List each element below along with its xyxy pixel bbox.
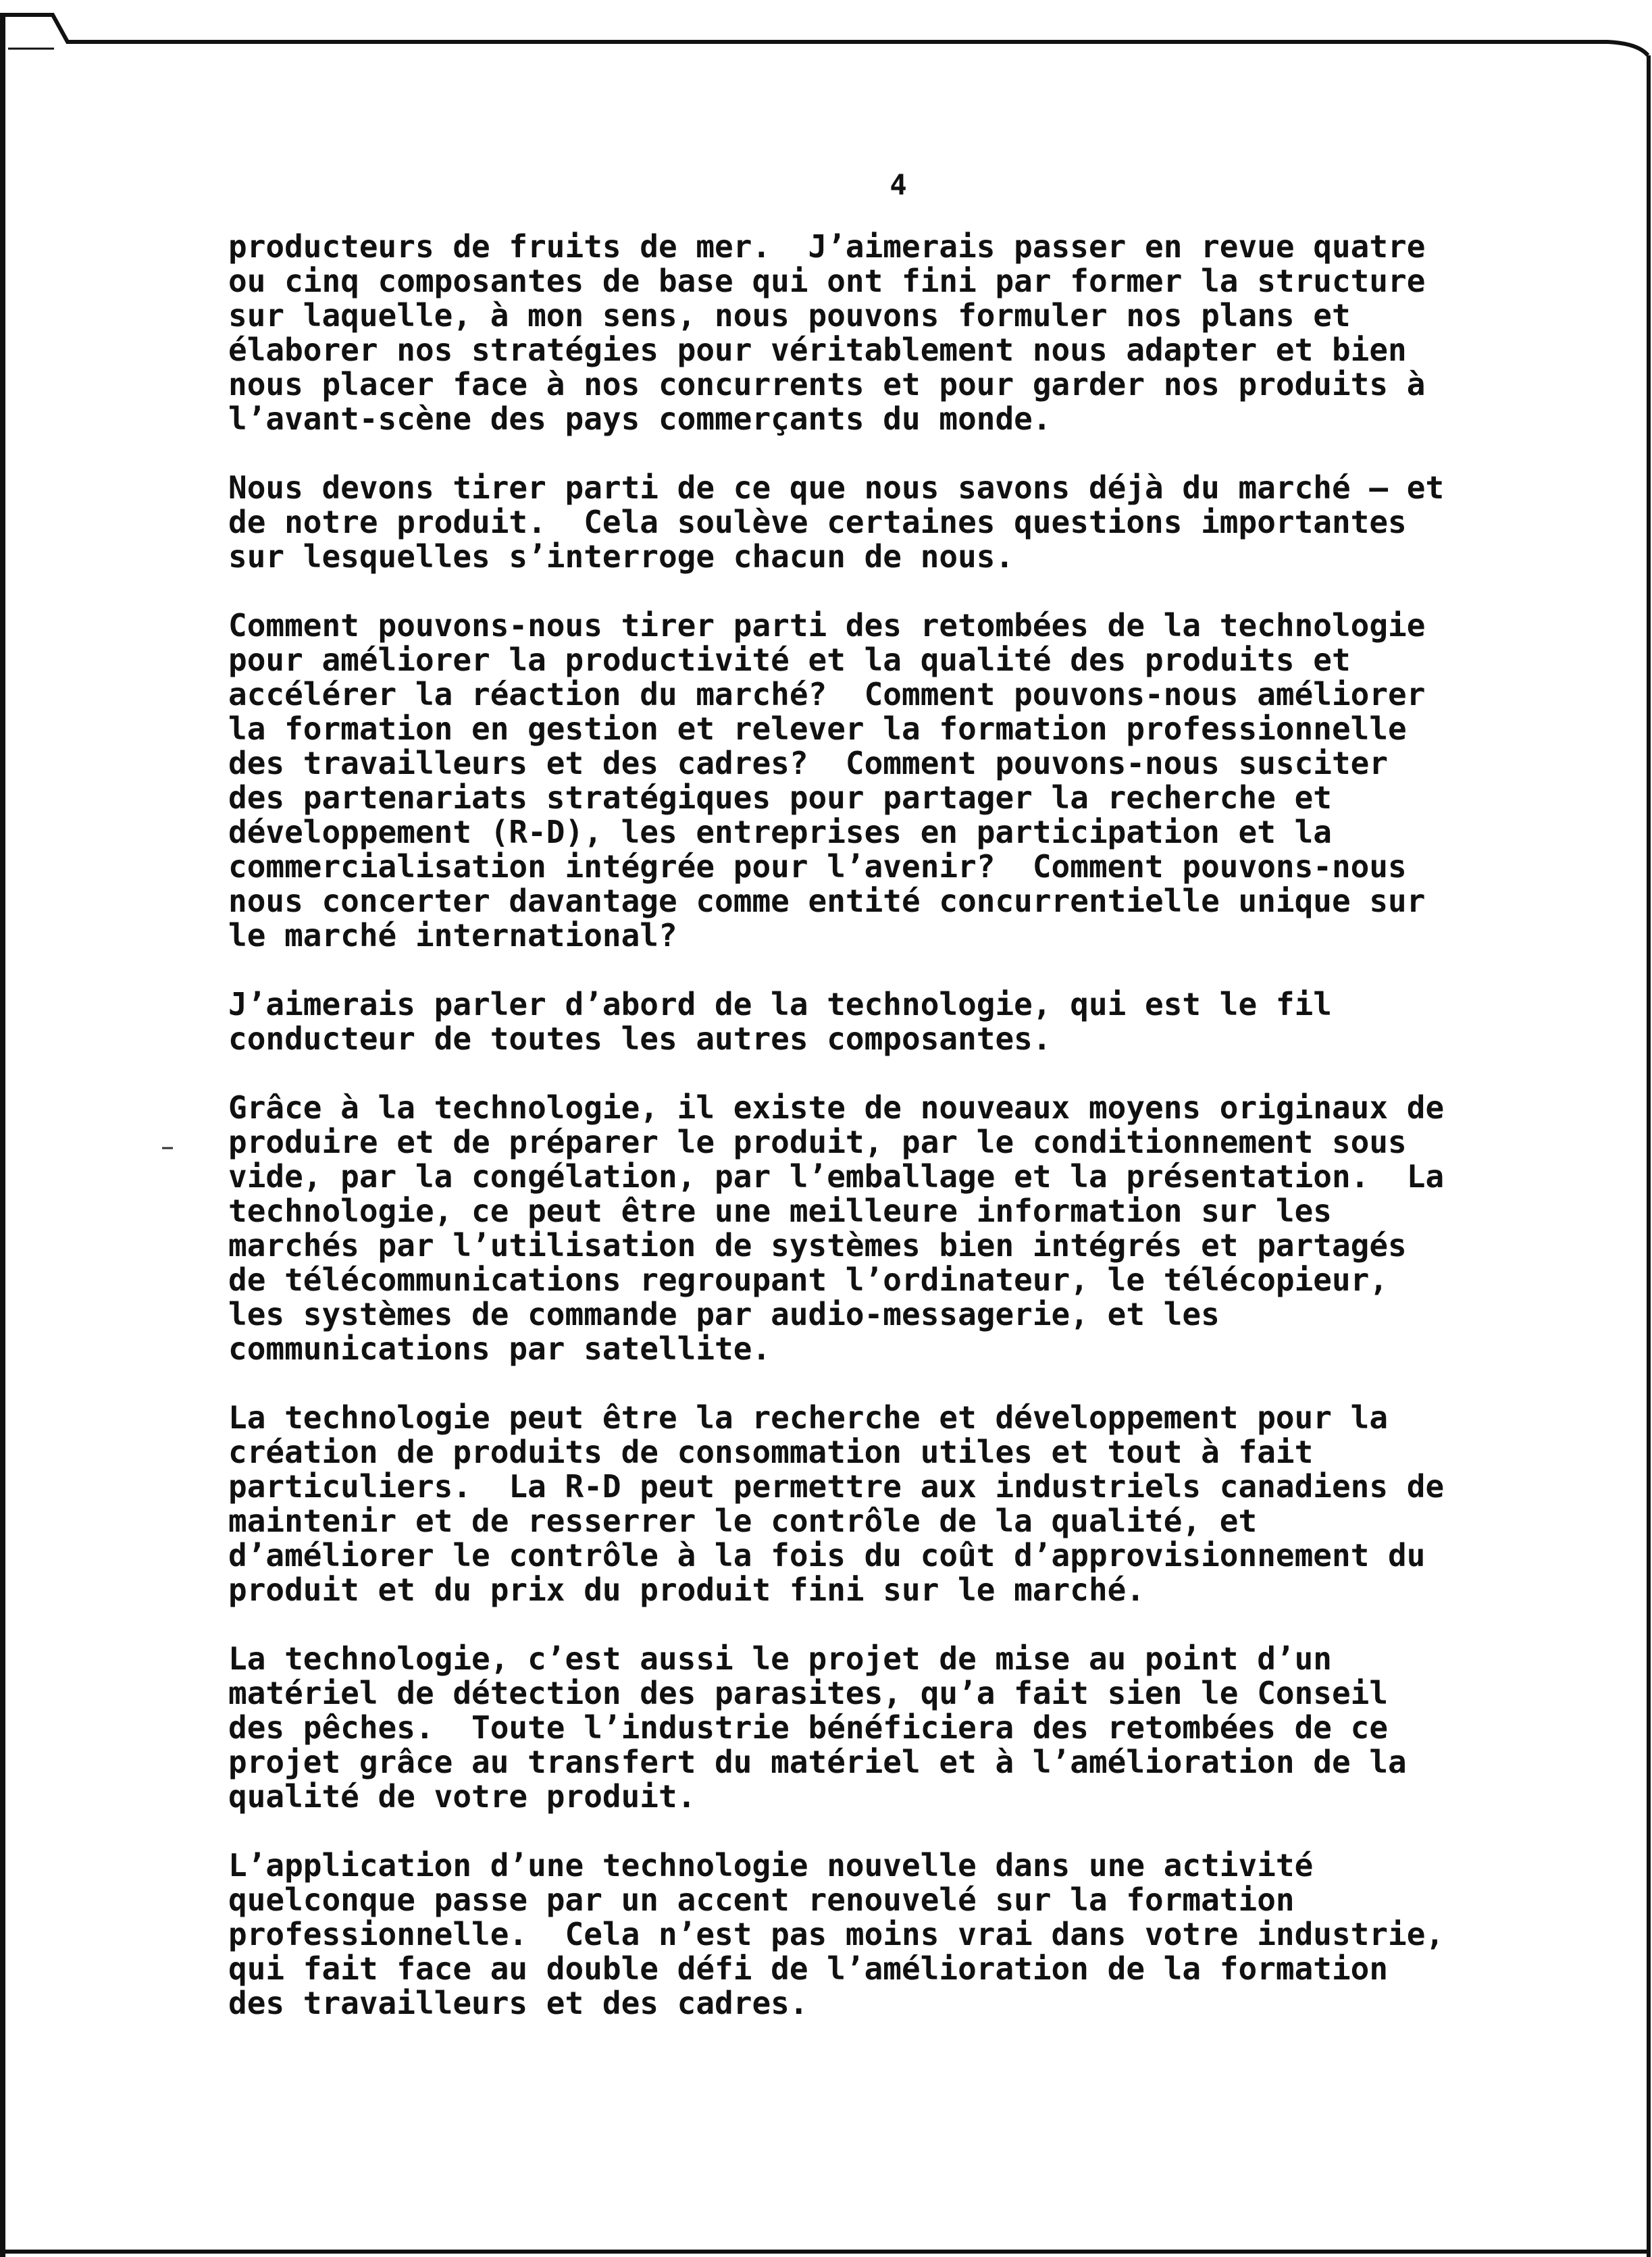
text-line: le marché international? — [228, 917, 677, 954]
paragraph — [228, 987, 1626, 1056]
text-line: création de produits de consommation utiles et tout à fait — [228, 1434, 1314, 1470]
text-line: La technologie, c’est aussi le projet de mise au point d’un — [228, 1640, 1332, 1677]
text-line: maintenir et de resserrer le contrôle de la qualité, et — [228, 1503, 1258, 1539]
body-text — [228, 230, 1626, 2055]
text-line: Comment pouvons-nous tirer parti des retombées de la technologie — [228, 607, 1426, 644]
text-line: professionnelle. Cela n’est pas moins vrai dans votre industrie, — [228, 1916, 1445, 1952]
text-line: nous concerter davantage comme entité concurrentielle unique sur — [228, 883, 1426, 919]
text-line: de notre produit. Cela soulève certaines questions importantes — [228, 504, 1407, 540]
text-line: communications par satellite. — [228, 1330, 771, 1367]
text-line: vide, par la congélation, par l’emballage et la présentation. La — [228, 1158, 1445, 1195]
text-line: ou cinq composantes de base qui ont fini par former la structure — [228, 263, 1426, 299]
text-line: l’avant-scène des pays commerçants du monde. — [228, 400, 1052, 437]
text-line: la formation en gestion et relever la formation professionnelle — [228, 710, 1407, 747]
text-line: producteurs de fruits de mer. J’aimerais passer en revue quatre — [228, 228, 1426, 265]
paragraph — [228, 230, 1626, 436]
text-line: produire et de préparer le produit, par le conditionnement sous — [228, 1124, 1407, 1160]
paragraph — [228, 1091, 1626, 1366]
text-line: commercialisation intégrée pour l’avenir? Comment pouvons-nous — [228, 848, 1407, 885]
text-line: des pêches. Toute l’industrie bénéficiera des retombées de ce — [228, 1709, 1389, 1746]
text-line: produit et du prix du produit fini sur le marché. — [228, 1572, 1145, 1608]
text-line: projet grâce au transfert du matériel et à l’amélioration de la — [228, 1744, 1407, 1780]
text-line: qualité de votre produit. — [228, 1778, 696, 1815]
text-line: développement (R-D), les entreprises en participation et la — [228, 814, 1332, 850]
text-line: L’application d’une technologie nouvelle dans une activité — [228, 1847, 1314, 1884]
text-line: qui fait face au double défi de l’amélioration de la formation — [228, 1950, 1389, 1987]
text-line: des partenariats stratégiques pour partager la recherche et — [228, 779, 1332, 816]
text-line: des travailleurs et des cadres. — [228, 1985, 808, 2021]
text-line: de télécommunications regroupant l’ordinateur, le télécopieur, — [228, 1262, 1389, 1298]
text-line: accélérer la réaction du marché? Comment pouvons-nous améliorer — [228, 676, 1426, 712]
text-line: Grâce à la technologie, il existe de nouveaux moyens originaux de — [228, 1089, 1445, 1126]
paragraph — [228, 1848, 1626, 2021]
paragraph — [228, 471, 1626, 574]
page-number: 4 — [889, 168, 907, 201]
text-line: pour améliorer la productivité et la qualité des produits et — [228, 642, 1351, 678]
text-line: marchés par l’utilisation de systèmes bien intégrés et partagés — [228, 1227, 1407, 1264]
text-line: d’améliorer le contrôle à la fois du coût d’approvisionnement du — [228, 1537, 1426, 1574]
text-line: conducteur de toutes les autres composantes. — [228, 1020, 1052, 1057]
text-line: matériel de détection des parasites, qu’a fait sien le Conseil — [228, 1675, 1389, 1711]
text-line: quelconque passe par un accent renouvelé sur la formation — [228, 1882, 1295, 1918]
text-line: particuliers. La R-D peut permettre aux industriels canadiens de — [228, 1468, 1445, 1505]
paragraph — [228, 1401, 1626, 1607]
text-line: les systèmes de commande par audio-messagerie, et les — [228, 1296, 1220, 1332]
paragraph — [228, 608, 1626, 953]
text-line: J’aimerais parler d’abord de la technologie, qui est le fil — [228, 986, 1332, 1022]
text-line: sur lesquelles s’interroge chacun de nous. — [228, 538, 1014, 575]
text-line: technologie, ce peut être une meilleure information sur les — [228, 1193, 1332, 1229]
text-line: nous placer face à nos concurrents et pour garder nos produits à — [228, 366, 1426, 403]
text-line: sur laquelle, à mon sens, nous pouvons formuler nos plans et — [228, 297, 1351, 334]
text-line: des travailleurs et des cadres? Comment pouvons-nous susciter — [228, 745, 1389, 781]
text-line: La technologie peut être la recherche et développement pour la — [228, 1399, 1389, 1436]
text-line: élaborer nos stratégies pour véritablement nous adapter et bien — [228, 332, 1407, 368]
paragraph — [228, 1642, 1626, 1814]
text-line: Nous devons tirer parti de ce que nous savons déjà du marché — et — [228, 469, 1445, 506]
